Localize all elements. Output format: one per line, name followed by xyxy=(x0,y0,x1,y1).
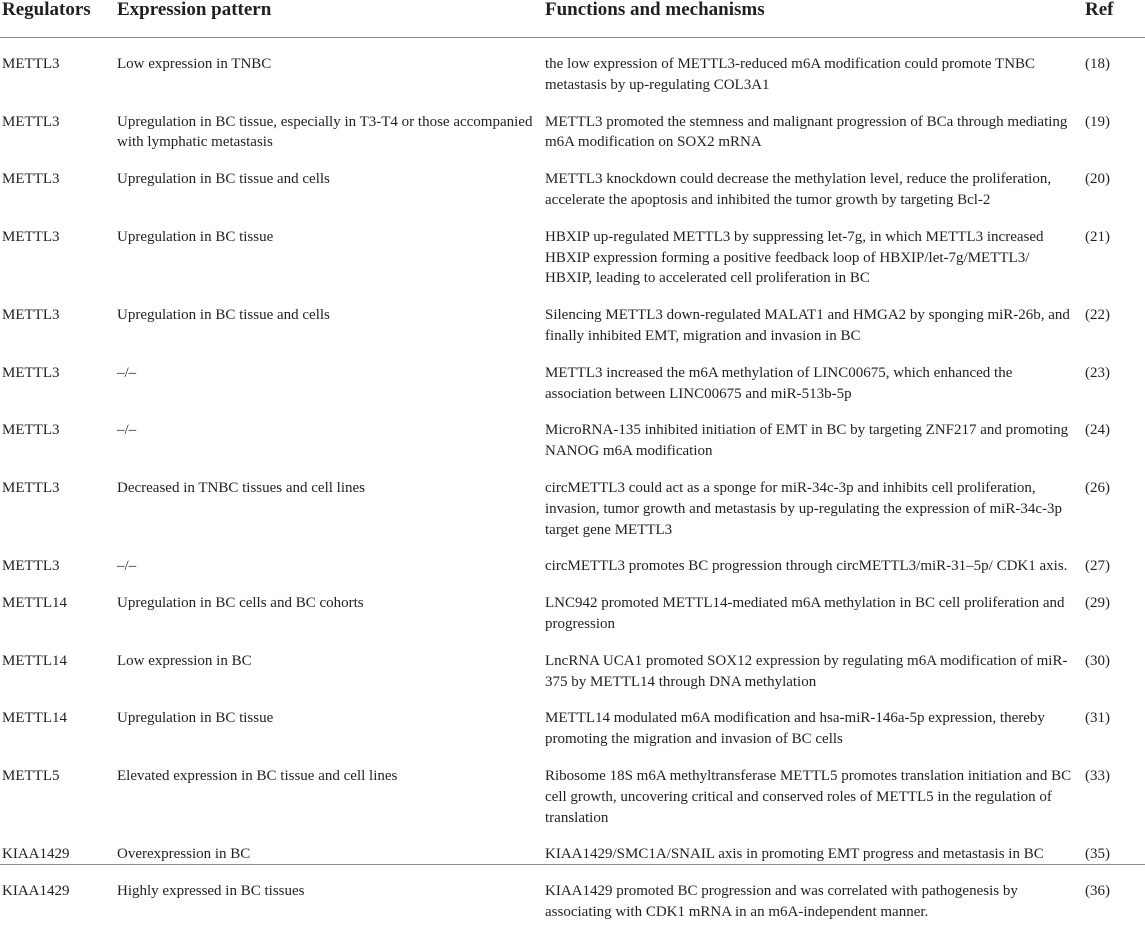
expression-pattern-cell: Low expression in TNBC xyxy=(117,56,272,72)
reference-cell: (26) xyxy=(1085,479,1110,496)
function-mechanism-cell: HBXIP up-regulated METTL3 by suppressing let-7g, in which METTL3 increased HBXIP expression forming a positive feedback loop of HBXIP/let-7g/METTL3/ HBXIP, leading to accelerated cell proliferation in BC xyxy=(545,228,1044,287)
function-mechanism-cell: METTL3 knockdown could decrease the methylation level, reduce the proliferation, accelerate the apoptosis and inhibited the tumor growth by targeting Bcl-2 xyxy=(545,171,1052,208)
header-ref: Ref xyxy=(1085,0,1145,38)
table-row xyxy=(0,153,1145,211)
function-mechanism-cell: METTL3 promoted the stemness and malignant progression of BCa through mediating m6A modification on SOX2 mRNA xyxy=(545,113,1068,151)
table-row xyxy=(0,865,1145,931)
function-mechanism-cell: KIAA1429/SMC1A/SNAIL axis in promoting EMT progress and metastasis in BC xyxy=(545,846,1044,863)
expression-pattern-cell: Upregulation in BC cells and BC cohorts xyxy=(117,595,364,612)
regulator-cell: METTL3 xyxy=(2,56,60,72)
header-functions-mechanisms: Functions and mechanisms xyxy=(545,0,1085,38)
function-mechanism-cell: METTL14 modulated m6A modification and hsa-miR-146a-5p expression, thereby promoting the migration and invasion of BC cells xyxy=(545,710,1045,748)
reference-cell: (23) xyxy=(1085,364,1110,381)
regulator-cell: METTL14 xyxy=(2,652,67,669)
function-mechanism-cell: Ribosome 18S m6A methyltransferase METTL5 promotes translation initiation and BC cell growth, uncovering critical and conserved roles of METTL5 in the regulation of translation xyxy=(545,767,1072,826)
function-mechanism-cell: Silencing METTL3 down-regulated MALAT1 and HMGA2 by sponging miR-26b, and finally inhibited EMT, migration and invasion in BC xyxy=(545,307,1070,344)
expression-pattern-cell: Upregulation in BC tissue xyxy=(117,228,274,245)
header-expression-pattern: Expression pattern xyxy=(115,0,545,38)
table-body xyxy=(0,38,1145,931)
regulator-cell: KIAA1429 xyxy=(2,883,70,900)
reference-cell: (33) xyxy=(1085,767,1110,784)
regulator-cell: METTL3 xyxy=(2,364,60,381)
regulator-cell: METTL14 xyxy=(2,710,67,727)
reference-cell: (20) xyxy=(1085,171,1110,188)
expression-pattern-cell: Upregulation in BC tissue and cells xyxy=(117,307,330,324)
reference-cell: (18) xyxy=(1085,56,1110,72)
regulator-cell: METTL14 xyxy=(2,595,67,612)
function-mechanism-cell: circMETTL3 promotes BC progression through circMETTL3/miR-31–5p/ CDK1 axis. xyxy=(545,558,1068,575)
expression-pattern-cell: –/– xyxy=(117,364,137,381)
expression-pattern-cell: Upregulation in BC tissue xyxy=(117,710,274,727)
regulator-cell: METTL3 xyxy=(2,171,60,188)
function-mechanism-cell: LncRNA UCA1 promoted SOX12 expression by regulating m6A modification of miR-375 by METTL14 through DNA methylation xyxy=(545,652,1068,690)
reference-cell: (27) xyxy=(1085,558,1110,575)
table-row xyxy=(0,38,1145,96)
table-row xyxy=(0,404,1145,462)
regulator-cell: METTL3 xyxy=(2,307,60,324)
function-mechanism-cell: the low expression of METTL3-reduced m6A modification could promote TNBC metastasis by up-regulating COL3A1 xyxy=(545,56,1036,93)
table-row xyxy=(0,577,1145,635)
regulator-cell: METTL3 xyxy=(2,479,60,496)
header-row xyxy=(0,0,1145,38)
table-row xyxy=(0,289,1145,347)
expression-pattern-cell: Highly expressed in BC tissues xyxy=(117,883,305,900)
function-mechanism-cell: MicroRNA-135 inhibited initiation of EMT in BC by targeting ZNF217 and promoting NANOG m6A modification xyxy=(545,422,1069,460)
expression-pattern-cell: Upregulation in BC tissue and cells xyxy=(117,171,330,188)
reference-cell: (31) xyxy=(1085,710,1110,727)
table-row xyxy=(0,635,1145,693)
regulator-cell: METTL3 xyxy=(2,113,60,130)
table-row xyxy=(0,750,1145,828)
reference-cell: (35) xyxy=(1085,846,1110,863)
table-row xyxy=(0,462,1145,540)
function-mechanism-cell: LNC942 promoted METTL14-mediated m6A methylation in BC cell proliferation and progression xyxy=(545,595,1065,632)
expression-pattern-cell: Decreased in TNBC tissues and cell lines xyxy=(117,479,365,496)
regulator-cell: METTL3 xyxy=(2,558,60,575)
expression-pattern-cell: Elevated expression in BC tissue and cell lines xyxy=(117,767,398,784)
expression-pattern-cell: –/– xyxy=(117,422,137,439)
function-mechanism-cell: circMETTL3 could act as a sponge for miR-34c-3p and inhibits cell proliferation, invasion, tumor growth and metastasis by up-regulating the expression of miR-34c-3p target gene METTL3 xyxy=(545,479,1062,538)
table-row xyxy=(0,828,1145,865)
function-mechanism-cell: METTL3 increased the m6A methylation of LINC00675, which enhanced the association between LINC00675 and miR-513b-5p xyxy=(545,364,1013,402)
reference-cell: (21) xyxy=(1085,228,1110,245)
expression-pattern-cell: Overexpression in BC xyxy=(117,846,251,863)
expression-pattern-cell: Low expression in BC xyxy=(117,652,252,669)
reference-cell: (24) xyxy=(1085,422,1110,439)
table-row xyxy=(0,347,1145,405)
table-row xyxy=(0,96,1145,154)
function-mechanism-cell: KIAA1429 promoted BC progression and was correlated with pathogenesis by associating with CDK1 mRNA in an m6A-independent manner. xyxy=(545,883,1018,920)
regulator-cell: METTL5 xyxy=(2,767,60,784)
regulator-cell: METTL3 xyxy=(2,422,60,439)
reference-cell: (36) xyxy=(1085,883,1110,900)
reference-cell: (29) xyxy=(1085,595,1110,612)
expression-pattern-cell: Upregulation in BC tissue, especially in T3-T4 or those accompanied with lymphatic metastasis xyxy=(117,113,533,151)
reference-cell: (19) xyxy=(1085,113,1110,130)
table-bottom-rule xyxy=(0,864,1145,865)
table-row xyxy=(0,540,1145,577)
reference-cell: (22) xyxy=(1085,307,1110,324)
regulator-cell: METTL3 xyxy=(2,228,60,245)
header-regulators: Regulators xyxy=(0,0,115,38)
expression-pattern-cell: –/– xyxy=(117,558,137,575)
regulator-cell: KIAA1429 xyxy=(2,846,70,863)
table-row xyxy=(0,692,1145,750)
table-row xyxy=(0,211,1145,289)
reference-cell: (30) xyxy=(1085,652,1110,669)
